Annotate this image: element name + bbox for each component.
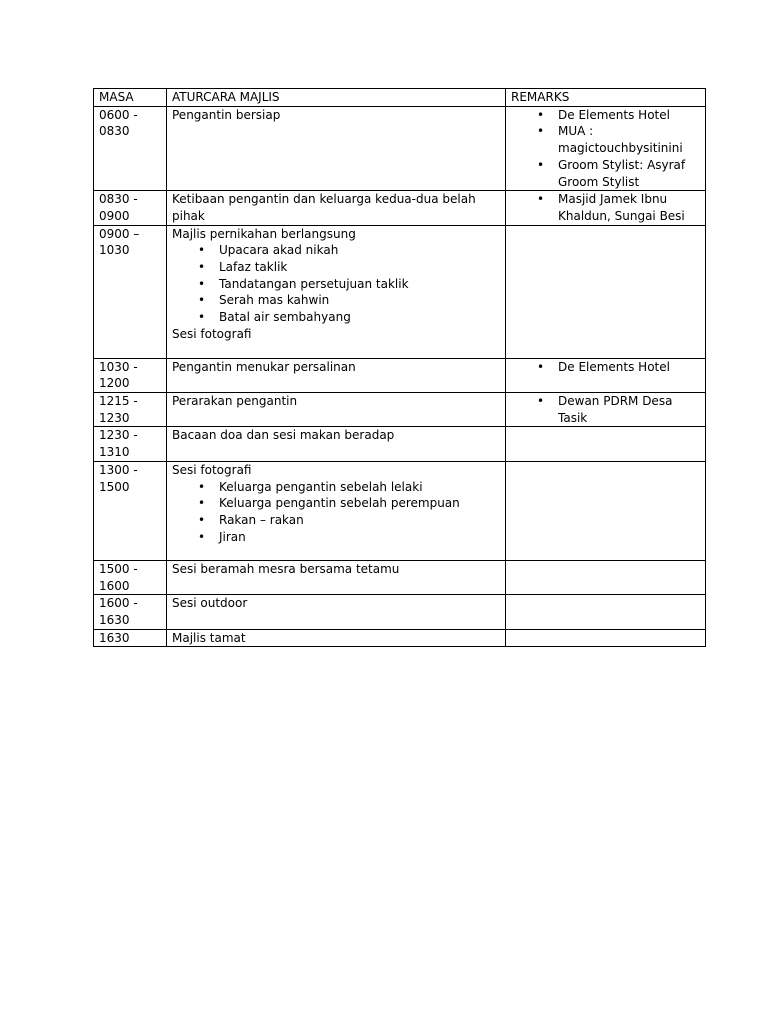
masa-text: 0830 - bbox=[99, 192, 138, 207]
cell-remarks bbox=[506, 595, 706, 629]
table-row bbox=[94, 560, 706, 594]
remarks-list bbox=[511, 359, 700, 376]
aturcara-text: Sesi beramah mesra bersama tetamu bbox=[172, 561, 400, 576]
aturcara-text: Pengantin bersiap bbox=[172, 107, 281, 122]
masa-text: 1215 - bbox=[99, 394, 138, 409]
cell-remarks bbox=[506, 191, 706, 225]
cell-remarks bbox=[506, 560, 706, 594]
remarks-item: • Dewan PDRM Desa Tasik bbox=[511, 393, 700, 426]
list-item: • Upacara akad nikah bbox=[172, 242, 500, 259]
remarks-item: • Groom Stylist: Asyraf Groom Stylist bbox=[511, 157, 700, 190]
list-item: • Jiran bbox=[172, 529, 500, 546]
cell-masa bbox=[94, 358, 167, 392]
aturcara-text: Sesi outdoor bbox=[172, 596, 248, 611]
cell-masa bbox=[94, 595, 167, 629]
list-item: • Lafaz taklik bbox=[172, 259, 500, 276]
masa-text: 1600 bbox=[99, 578, 130, 593]
table-row bbox=[94, 393, 706, 427]
table-row bbox=[94, 427, 706, 461]
cell-masa bbox=[94, 560, 167, 594]
masa-text: 1200 bbox=[99, 376, 130, 391]
cell-masa bbox=[94, 629, 167, 647]
cell-remarks bbox=[506, 106, 706, 191]
masa-text: 0900 – bbox=[99, 226, 140, 241]
list-item: • Keluarga pengantin sebelah lelaki bbox=[172, 479, 500, 496]
aturcara-text: Bacaan doa dan sesi makan beradap bbox=[172, 428, 395, 443]
cell-masa bbox=[94, 393, 167, 427]
remarks-list bbox=[511, 393, 700, 426]
aturcara-sub-list bbox=[172, 479, 500, 546]
aturcara-text: Pengantin menukar persalinan bbox=[172, 359, 356, 374]
table-row bbox=[94, 191, 706, 225]
cell-aturcara bbox=[167, 358, 506, 392]
masa-text: 1500 bbox=[99, 479, 130, 494]
aturcara-after-text: Sesi fotografi bbox=[172, 326, 252, 341]
cell-remarks bbox=[506, 461, 706, 560]
masa-text: 1030 bbox=[99, 243, 130, 258]
table-row bbox=[94, 106, 706, 191]
header-masa: MASA bbox=[94, 89, 167, 107]
remarks-item: • Masjid Jamek Ibnu Khaldun, Sungai Besi bbox=[511, 191, 700, 224]
cell-aturcara bbox=[167, 427, 506, 461]
cell-masa bbox=[94, 225, 167, 358]
masa-text: 0900 bbox=[99, 208, 130, 223]
aturcara-text: Majlis pernikahan berlangsung bbox=[172, 226, 356, 241]
cell-masa bbox=[94, 461, 167, 560]
table-row bbox=[94, 358, 706, 392]
table-row bbox=[94, 225, 706, 358]
cell-masa bbox=[94, 191, 167, 225]
masa-text: 1230 bbox=[99, 410, 130, 425]
masa-text: 0830 bbox=[99, 124, 130, 139]
list-item: • Keluarga pengantin sebelah perempuan bbox=[172, 495, 500, 512]
list-item: • Serah mas kahwin bbox=[172, 292, 500, 309]
table-header-row bbox=[94, 89, 706, 107]
list-item: • Batal air sembahyang bbox=[172, 309, 500, 326]
masa-text: 1600 - bbox=[99, 596, 138, 611]
cell-aturcara bbox=[167, 595, 506, 629]
masa-text: 1300 - bbox=[99, 462, 138, 477]
schedule-table bbox=[93, 88, 706, 647]
remarks-list bbox=[511, 107, 700, 191]
cell-remarks bbox=[506, 427, 706, 461]
table-row bbox=[94, 629, 706, 647]
header-remarks: REMARKS bbox=[506, 89, 706, 107]
aturcara-text: Ketibaan pengantin dan keluarga kedua-dua belah pihak bbox=[172, 192, 476, 223]
cell-remarks bbox=[506, 358, 706, 392]
aturcara-text: Perarakan pengantin bbox=[172, 394, 298, 409]
aturcara-sub-list bbox=[172, 242, 500, 326]
masa-text: 1030 - bbox=[99, 359, 138, 374]
cell-aturcara bbox=[167, 629, 506, 647]
list-item: • Tandatangan persetujuan taklik bbox=[172, 276, 500, 293]
cell-masa bbox=[94, 106, 167, 191]
table-row bbox=[94, 461, 706, 560]
remarks-item: • MUA : magictouchbysitinini bbox=[511, 123, 700, 156]
cell-aturcara bbox=[167, 191, 506, 225]
masa-text: 0600 - bbox=[99, 107, 138, 122]
cell-aturcara bbox=[167, 393, 506, 427]
masa-text: 1230 - bbox=[99, 428, 138, 443]
header-aturcara: ATURCARA MAJLIS bbox=[167, 89, 506, 107]
cell-aturcara bbox=[167, 225, 506, 358]
remarks-item: • De Elements Hotel bbox=[511, 107, 700, 124]
masa-text: 1630 bbox=[99, 630, 130, 645]
masa-text: 1630 bbox=[99, 612, 130, 627]
masa-text: 1310 bbox=[99, 445, 130, 460]
cell-masa bbox=[94, 427, 167, 461]
aturcara-text: Majlis tamat bbox=[172, 630, 246, 645]
masa-text: 1500 - bbox=[99, 561, 138, 576]
remarks-item: • De Elements Hotel bbox=[511, 359, 700, 376]
table-row bbox=[94, 595, 706, 629]
cell-aturcara bbox=[167, 560, 506, 594]
cell-remarks bbox=[506, 393, 706, 427]
cell-remarks bbox=[506, 225, 706, 358]
cell-aturcara bbox=[167, 461, 506, 560]
remarks-list bbox=[511, 191, 700, 224]
list-item: • Rakan – rakan bbox=[172, 512, 500, 529]
aturcara-text: Sesi fotografi bbox=[172, 462, 252, 477]
cell-remarks bbox=[506, 629, 706, 647]
cell-aturcara bbox=[167, 106, 506, 191]
